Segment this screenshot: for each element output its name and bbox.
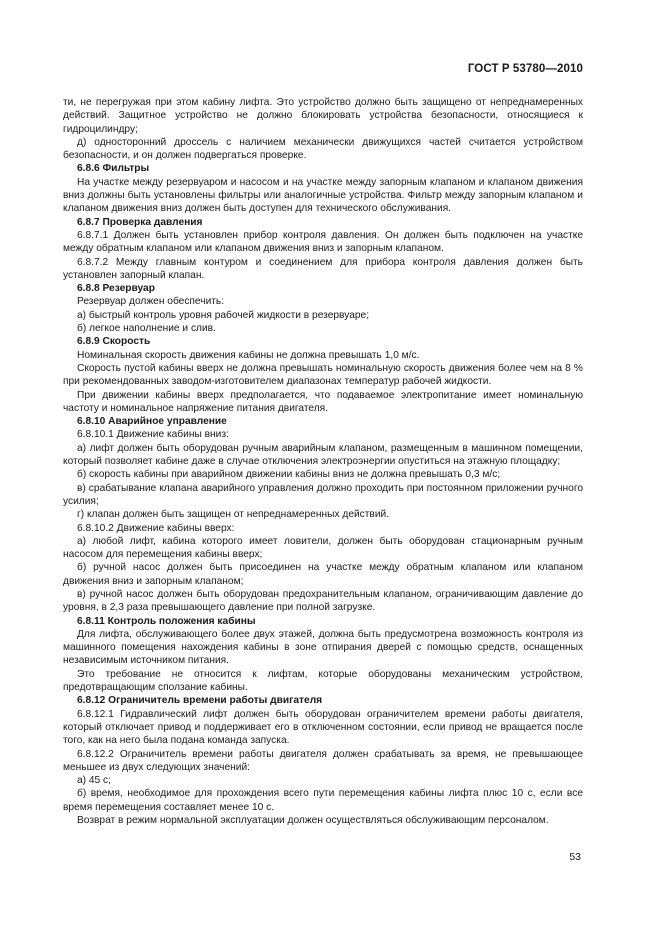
section-heading: 6.8.8 Резервуар	[77, 283, 155, 295]
standard-header: ГОСТ Р 53780—2010	[467, 63, 583, 75]
paragraph: 6.8.7.2 Между главным контуром и соединением для прибора контроля давления должен быть установлен запорный клапан.	[63, 256, 583, 281]
paragraph: б) время, необходимое для прохождения всего пути перемещения кабины лифта плюс 10 с, если все время перемещения составляет менее 10 с.	[63, 788, 583, 813]
paragraph: Резервуар должен обеспечить:	[77, 296, 225, 308]
page-number: 53	[569, 851, 581, 863]
paragraph: 6.8.10.1 Движение кабины вниз:	[77, 429, 229, 441]
paragraph: б) ручной насос должен быть присоединен на участке между обратным клапаном или клапаном движения вниз и запорным клапаном;	[63, 562, 583, 587]
paragraph: а) быстрый контроль уровня рабочей жидкости в резервуаре;	[77, 309, 370, 321]
paragraph: 6.8.12.2 Ограничитель времени работы двигателя должен срабатывать за время, не превышающее меньшее из двух следующих значений:	[63, 748, 583, 773]
paragraph: г) клапан должен быть защищен от непреднамеренных действий.	[77, 509, 390, 521]
section-heading: 6.8.9 Скорость	[77, 336, 151, 348]
paragraph: в) ручной насос должен быть оборудован предохранительным клапаном, ограничивающим давление до уровня, в 2,3 раза превышающего давление при полной загрузке.	[63, 588, 583, 614]
paragraph: ти, не перегружая при этом кабину лифта. Это устройство должно быть защищено от непреднамеренных действий. Защитное устройство не должно блокировать устройства безопасности, относящиеся к гидроцилиндру;	[63, 97, 583, 135]
paragraph: а) любой лифт, кабина которого имеет ловители, должен быть оборудован стационарным ручным насосом для перемещения кабины вверх;	[63, 535, 583, 561]
section-heading: 6.8.11 Контроль положения кабины	[77, 615, 256, 627]
paragraph: в) срабатывание клапана аварийного управления должно проходить при постоянном приложении ручного усилия;	[63, 482, 583, 507]
paragraph: Это требование не относится к лифтам, которые оборудованы механическим устройством, предотвращающим сползание кабины.	[63, 668, 583, 694]
paragraph: б) скорость кабины при аварийном движении кабины вниз не должна превышать 0,3 м/с;	[77, 469, 501, 481]
section-heading: 6.8.6 Фильтры	[77, 163, 150, 175]
paragraph: При движении кабины вверх предполагается, что подаваемое электропитание имеет номинальную частоту и номинальное напряжение питания двигателя.	[63, 389, 583, 414]
paragraph: 6.8.7.1 Должен быть установлен прибор контроля давления. Он должен быть подключен на участке между обратным клапаном или клапаном движения вниз и запорным клапаном.	[63, 229, 583, 255]
paragraph: Номинальная скорость движения кабины не должна превышать 1,0 м/с.	[77, 349, 420, 361]
paragraph: а) лифт должен быть оборудован ручным аварийным клапаном, размещенным в машинном помещении, который позволяет кабине даже в случае отключения электроэнергии опуститься на этажную площадку;	[63, 442, 583, 468]
paragraph: а) 45 с;	[77, 775, 111, 787]
section-heading: 6.8.10 Аварийное управление	[77, 416, 227, 428]
section-heading: 6.8.7 Проверка давления	[77, 216, 203, 228]
paragraph: 6.8.12.1 Гидравлический лифт должен быть оборудован ограничителем времени работы двигателя, который отключает привод и поддерживает его в отключенном состоянии, если привод не вращается после того, как на него была подана команда запуска.	[63, 708, 583, 747]
document-body	[63, 96, 583, 827]
paragraph: 6.8.10.2 Движение кабины вверх:	[77, 522, 235, 534]
paragraph: б) легкое наполнение и слив.	[77, 323, 216, 335]
paragraph: Скорость пустой кабины вверх не должна превышать номинальную скорость движения более чем на 8 % при рекомендованных заводом-изготовителем диапазонах температур рабочей жидкости.	[63, 362, 583, 388]
paragraph: На участке между резервуаром и насосом и на участке между запорным клапаном и клапаном движения вниз должны быть установлены фильтры или аналогичные устройства. Фильтр между запорным клапаном и клапаном движения вниз должен быть доступен для технического обслуживания.	[63, 176, 583, 215]
paragraph: Для лифта, обслуживающего более двух этажей, должна быть предусмотрена возможность контроля из машинного помещения нахождения кабины в зоне отпирания дверей с помощью средств, оснащенных независимым источником питания.	[63, 628, 583, 667]
paragraph: Возврат в режим нормальной эксплуатации должен осуществляться обслуживающим персоналом.	[77, 815, 549, 827]
section-heading: 6.8.12 Ограничитель времени работы двигателя	[77, 695, 323, 707]
paragraph: д) односторонний дроссель с наличием механически движущихся частей считается устройством безопасности, и он должен подвергаться проверке.	[63, 136, 583, 162]
